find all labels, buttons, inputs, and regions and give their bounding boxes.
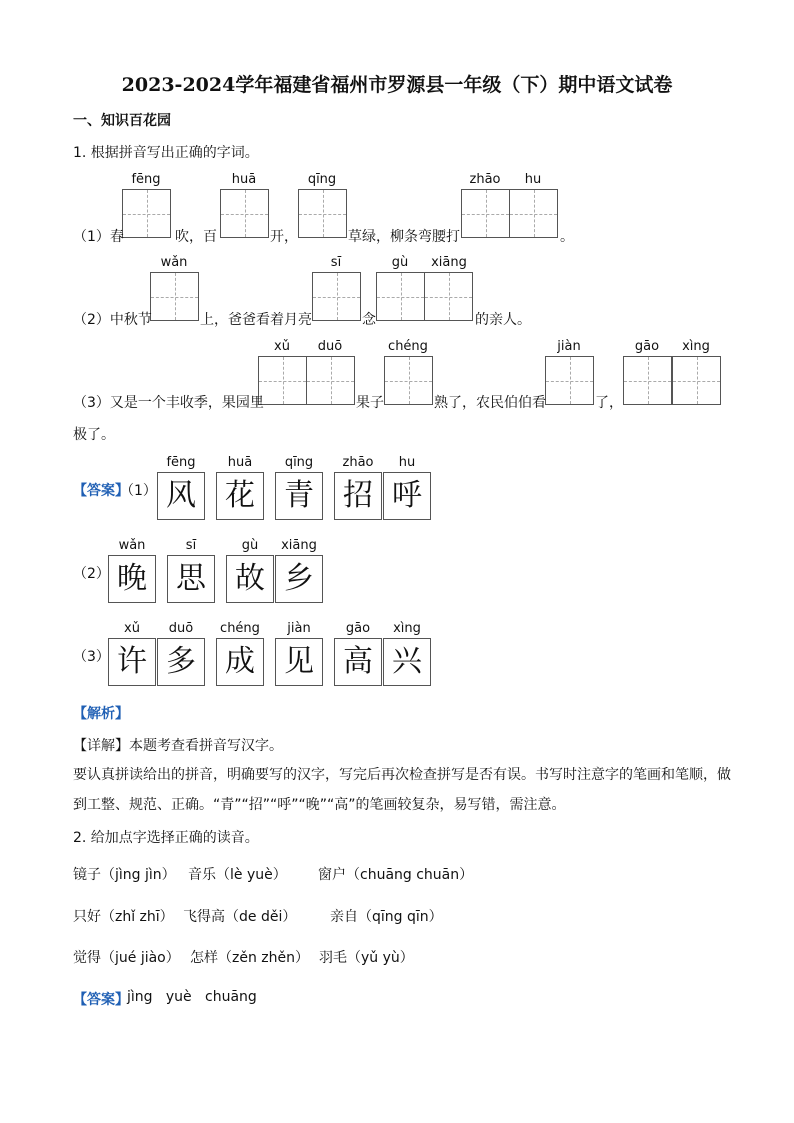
pinyin-label: gāo xyxy=(345,621,371,636)
pinyin-label: qīng xyxy=(307,172,337,187)
writing-grid[interactable] xyxy=(545,356,594,405)
sentence-text: 的亲人。 xyxy=(475,312,531,328)
sentence-text: 。 xyxy=(560,229,574,245)
pinyin-label: chéng xyxy=(220,621,260,636)
pinyin-label: chéng xyxy=(388,339,428,354)
pinyin-label: sī xyxy=(330,255,342,270)
sentence-text: 念 xyxy=(362,312,376,328)
answer-character: 晚 xyxy=(108,555,156,603)
detail-label: 【详解】 xyxy=(73,738,129,754)
pinyin-label: zhāo xyxy=(469,172,501,187)
answer-item-number: （2） xyxy=(73,566,110,582)
answer-character: 故 xyxy=(226,555,274,603)
pinyin-label: xìng xyxy=(393,621,421,636)
writing-grid[interactable] xyxy=(509,189,558,238)
answer-label: 【答案】 xyxy=(73,483,129,499)
sentence-text: （2）中秋节 xyxy=(73,312,152,328)
writing-grid[interactable] xyxy=(220,189,269,238)
pinyin-label: gù xyxy=(391,255,409,270)
pinyin-label: hu xyxy=(524,172,542,187)
answer-character: 许 xyxy=(108,638,156,686)
pinyin-label: jiàn xyxy=(557,339,581,354)
answer-character: 青 xyxy=(275,472,323,520)
sentence-text: 上，爸爸看着月亮 xyxy=(200,312,312,328)
reading-option: 只好（zhǐ zhī） xyxy=(73,909,174,925)
question-2-stem: 2. 给加点字选择正确的读音。 xyxy=(73,830,259,846)
writing-grid[interactable] xyxy=(150,272,199,321)
pinyin-label: huā xyxy=(231,172,257,187)
sentence-text: 熟了，农民伯伯看 xyxy=(434,395,546,411)
detail-text: 本题考查看拼音写汉字。 xyxy=(129,738,283,754)
answer-character: 思 xyxy=(167,555,215,603)
answer-character: 乡 xyxy=(275,555,323,603)
answer-character: 见 xyxy=(275,638,323,686)
writing-grid[interactable] xyxy=(122,189,171,238)
sentence-text: （3）又是一个丰收季，果园里 xyxy=(73,395,264,411)
page-title: 2023-2024学年福建省福州市罗源县一年级（下）期中语文试卷 xyxy=(121,74,673,96)
sentence-text: 吹，百 xyxy=(175,229,217,245)
reading-option: 觉得（jué jiào） xyxy=(73,950,180,966)
reading-option: 镜子（jìng jìn） xyxy=(73,867,176,883)
writing-grid[interactable] xyxy=(312,272,361,321)
writing-grid[interactable] xyxy=(376,272,425,321)
answer-label: 【答案】 xyxy=(73,992,129,1008)
answer-item-number: （3） xyxy=(73,649,110,665)
pinyin-label: xǔ xyxy=(124,621,140,636)
sentence-text: 开， xyxy=(270,229,298,245)
reading-option: 羽毛（yǔ yù） xyxy=(319,950,414,966)
pinyin-label: duō xyxy=(317,339,343,354)
reading-option: 音乐（lè yuè） xyxy=(188,867,287,883)
pinyin-label: gù xyxy=(241,538,259,553)
pinyin-label: xǔ xyxy=(274,339,290,354)
answer-character: 花 xyxy=(216,472,264,520)
writing-grid[interactable] xyxy=(258,356,307,405)
pinyin-label: duō xyxy=(168,621,194,636)
reading-option: 飞得高（de děi） xyxy=(183,909,297,925)
sentence-text: 极了。 xyxy=(73,427,115,443)
analysis-body: 要认真拼读给出的拼音，明确要写的汉字，写完后再次检查拼写是否有误。书写时注意字的笔画和笔顺，做到工整、规范、正确。“青”“招”“呼”“晚”“高”的笔画较复杂，易写错，需注意。 xyxy=(73,767,731,813)
writing-grid[interactable] xyxy=(672,356,721,405)
analysis-label: 【解析】 xyxy=(73,706,129,722)
pinyin-label: jiàn xyxy=(287,621,311,636)
writing-grid[interactable] xyxy=(461,189,510,238)
answer-character: 招 xyxy=(334,472,382,520)
pinyin-label: xiāng xyxy=(281,538,317,553)
pinyin-label: fēng xyxy=(131,172,161,187)
pinyin-label: gāo xyxy=(634,339,660,354)
pinyin-label: huā xyxy=(227,455,253,470)
writing-grid[interactable] xyxy=(306,356,355,405)
writing-grid[interactable] xyxy=(623,356,672,405)
pinyin-label: fēng xyxy=(166,455,196,470)
pinyin-label: wǎn xyxy=(160,255,188,270)
pinyin-label: xiāng xyxy=(431,255,467,270)
reading-option: 亲自（qīng qīn） xyxy=(330,909,443,925)
pinyin-label: wǎn xyxy=(118,538,146,553)
pinyin-label: sī xyxy=(185,538,197,553)
answer-item-number: （1） xyxy=(120,483,157,499)
answer-character: 风 xyxy=(157,472,205,520)
answer-character: 兴 xyxy=(383,638,431,686)
reading-option: 怎样（zěn zhěn） xyxy=(190,950,309,966)
answer-character: 呼 xyxy=(383,472,431,520)
answer-character: 高 xyxy=(334,638,382,686)
answer-character: 多 xyxy=(157,638,205,686)
writing-grid[interactable] xyxy=(298,189,347,238)
writing-grid[interactable] xyxy=(424,272,473,321)
pinyin-label: zhāo xyxy=(342,455,374,470)
sentence-text: 果子 xyxy=(356,395,384,411)
question-1-stem: 1. 根据拼音写出正确的字词。 xyxy=(73,145,259,161)
writing-grid[interactable] xyxy=(384,356,433,405)
answer-text: jìng yuè chuāng xyxy=(127,989,257,1005)
detail-line xyxy=(73,735,283,755)
answer-character: 成 xyxy=(216,638,264,686)
sentence-text: 草绿，柳条弯腰打 xyxy=(348,229,460,245)
sentence-text: 了， xyxy=(595,395,623,411)
pinyin-label: xìng xyxy=(682,339,710,354)
pinyin-label: hu xyxy=(398,455,416,470)
sentence-text: （1）春 xyxy=(73,229,124,245)
section-heading: 一、知识百花园 xyxy=(73,113,171,129)
pinyin-label: qīng xyxy=(284,455,314,470)
reading-option: 窗户（chuāng chuān） xyxy=(318,867,474,883)
